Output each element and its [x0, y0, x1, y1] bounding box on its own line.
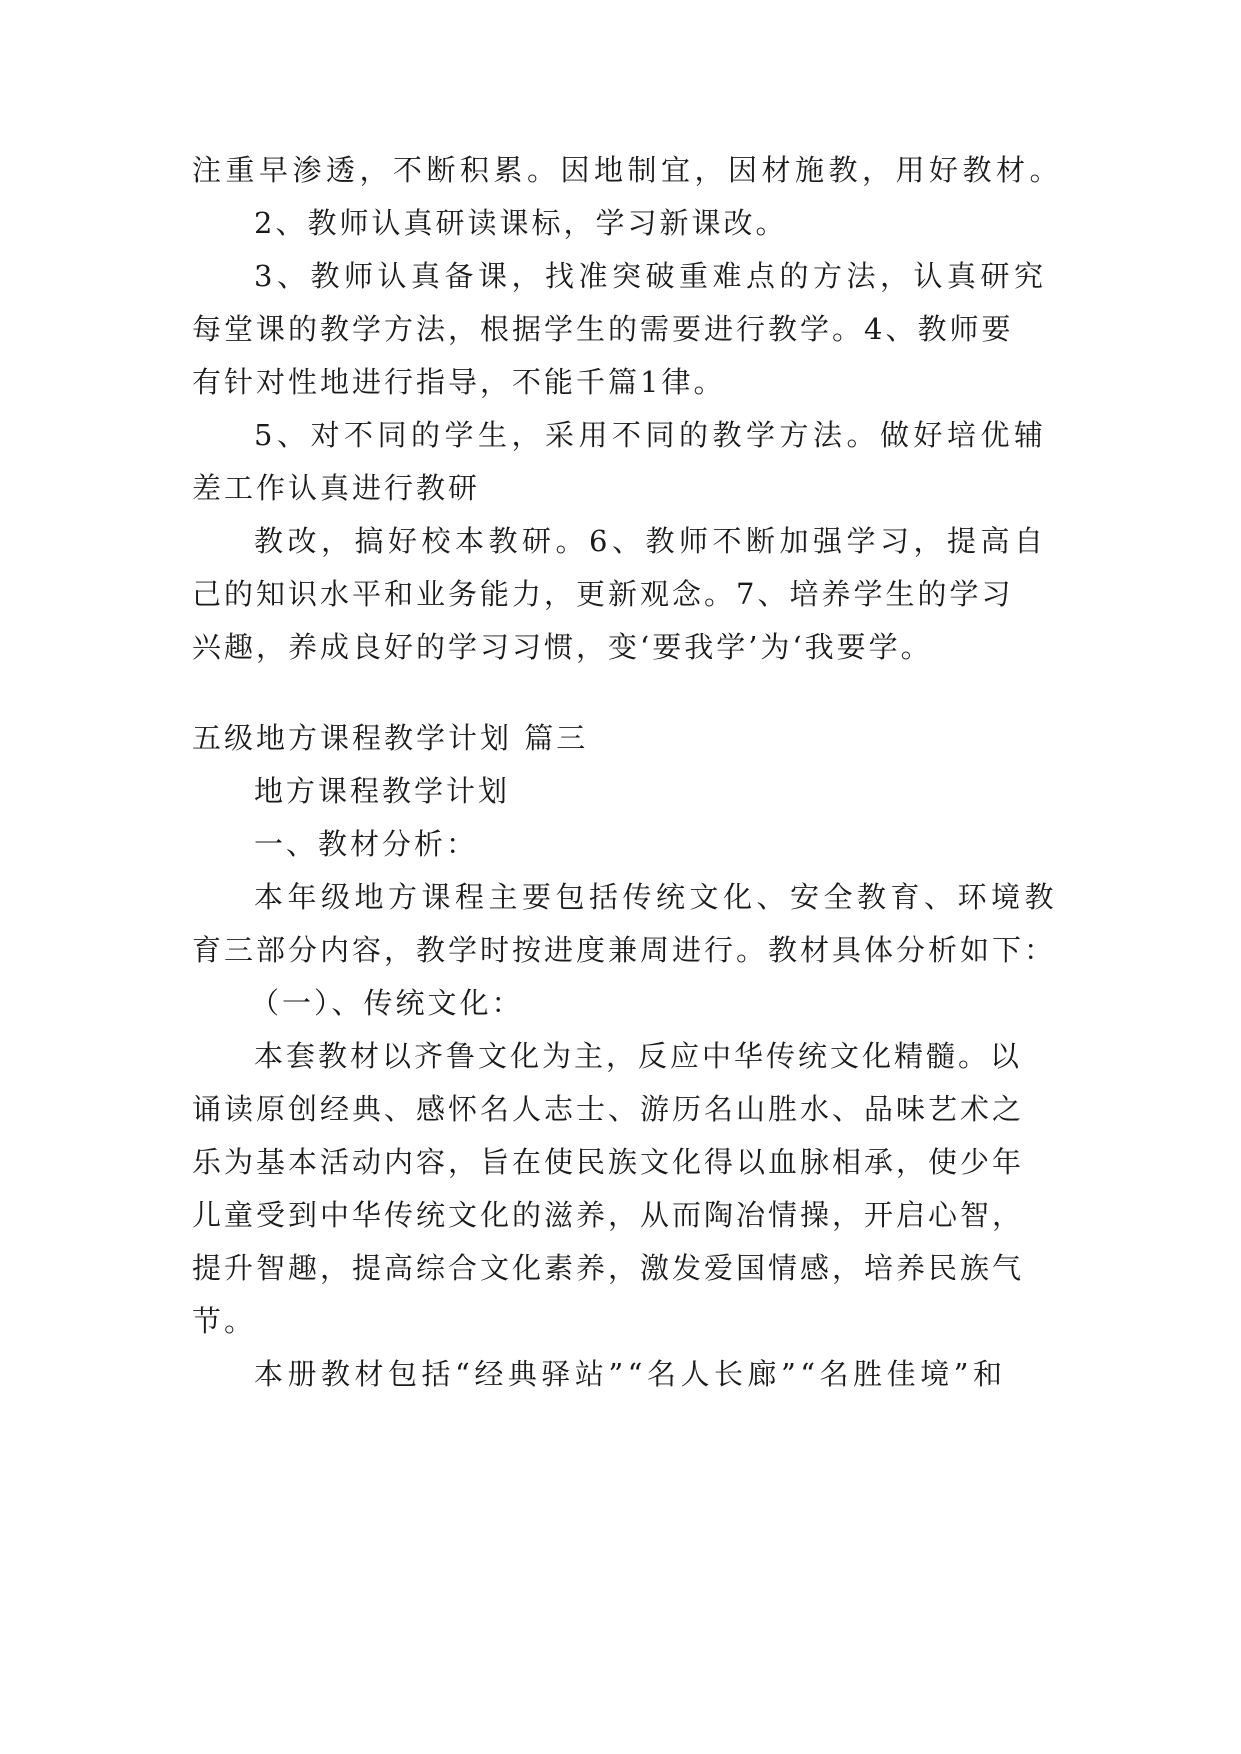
text-line: 一、教材分析：: [254, 827, 479, 861]
text-line: 差工作认真进行教研: [192, 471, 481, 505]
text-line: 本套教材以齐鲁文化为主，反应中华传统文化精髓。以: [254, 1039, 1023, 1073]
text-line: 儿童受到中华传统文化的滋养，从而陶冶情操，开启心智，: [192, 1198, 1025, 1232]
text-line: 3、教师认真备课，找准突破重难点的方法，认真研究: [254, 259, 1048, 293]
text-line: 提升智趣，提高综合文化素养，激发爱国情感，培养民族气: [192, 1251, 1025, 1285]
text-line: （一）、传统文化：: [250, 986, 524, 1020]
text-line: 2、教师认真研读课标，学习新课改。: [254, 206, 788, 240]
text-line: 育三部分内容，教学时按进度兼周进行。教材具体分析如下：: [192, 933, 1057, 967]
text-line: 诵读原创经典、感怀名人志士、游历名山胜水、品味艺术之: [192, 1092, 1025, 1126]
text-line: 本年级地方课程主要包括传统文化、安全教育、环境教: [254, 880, 1059, 914]
text-line: 节。: [192, 1304, 257, 1338]
text-line: 兴趣，养成良好的学习习惯，变‘要我学’为‘我要学。: [192, 630, 933, 664]
text-line: 己的知识水平和业务能力，更新观念。7、培养学生的学习: [192, 577, 1014, 611]
text-line: 5、对不同的学生，采用不同的教学方法。做好培优辅: [254, 418, 1048, 452]
section-heading: 五级地方课程教学计划 篇三: [192, 721, 589, 755]
text-line: 地方课程教学计划: [254, 774, 511, 808]
text-line: 乐为基本活动内容，旨在使民族文化得以血脉相承，使少年: [192, 1145, 1025, 1179]
text-line: 教改，搞好校本教研。6、教师不断加强学习，提高自: [254, 524, 1048, 558]
text-line: 本册教材包括“经典驿站”“名人长廊”“名胜佳境”和: [254, 1357, 1007, 1391]
text-line: 有针对性地进行指导，不能千篇1律。: [192, 365, 726, 399]
text-line: 注重早渗透，不断积累。因地制宜，因材施教，用好教材。: [192, 153, 1064, 187]
text-line: 每堂课的教学方法，根据学生的需要进行教学。4、教师要: [192, 312, 1014, 346]
